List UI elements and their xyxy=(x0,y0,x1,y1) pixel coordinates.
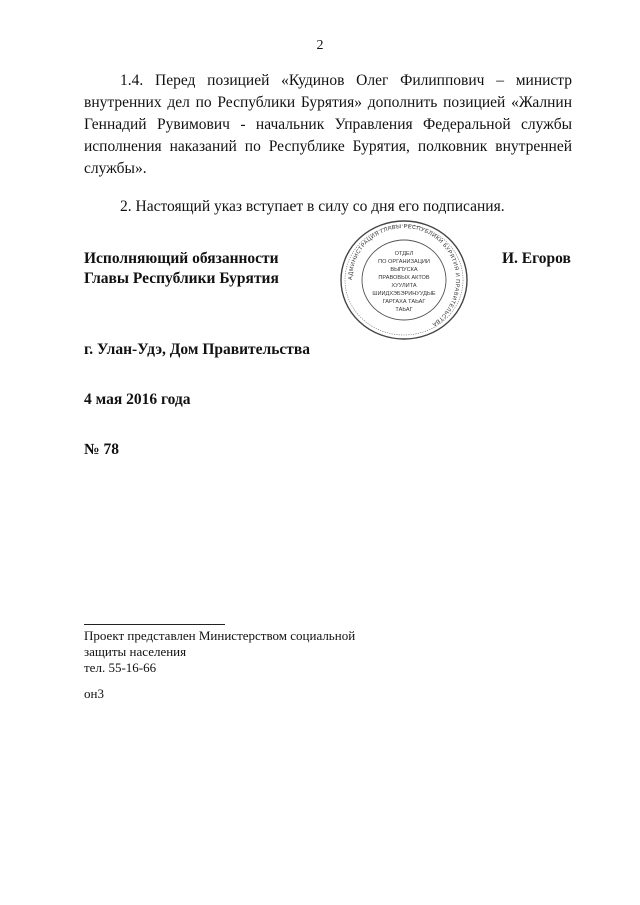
stamp-line: ТАЬАГ xyxy=(395,307,413,313)
signatory-position-line1: Исполняющий обязанности xyxy=(84,250,279,267)
stamp-line: ГАРГАХА ТАЬАГ xyxy=(382,299,426,305)
footnote-line1: Проект представлен Министерством социальной xyxy=(84,628,356,643)
stamp-line: ХУУЛИТА xyxy=(391,283,417,289)
document-number: № 78 xyxy=(84,441,119,458)
document-date: 4 мая 2016 года xyxy=(84,391,191,408)
signatory-position-line2: Главы Республики Бурятия xyxy=(84,270,279,287)
stamp-line: ШИИДХЭБЭРИНУУДЫЕ xyxy=(372,291,436,297)
page-number: 2 xyxy=(316,38,324,53)
footnote-code: он3 xyxy=(84,686,104,701)
stamp-line: ПРАВОВЫХ АКТОВ xyxy=(378,275,430,281)
place-of-signing: г. Улан-Удэ, Дом Правительства xyxy=(84,341,311,358)
paragraph-item-2: 2. Настоящий указ вступает в силу со дня его подписания. xyxy=(120,198,505,215)
official-stamp-seal xyxy=(338,218,470,342)
footnote-line2: защиты населения xyxy=(84,644,187,659)
footnote-phone: тел. 55-16-66 xyxy=(84,660,157,675)
stamp-line: ОТДЕЛ xyxy=(394,251,414,257)
stamp-line: ПО ОРГАНИЗАЦИИ xyxy=(378,259,430,265)
signatory-name: И. Егоров xyxy=(502,250,571,267)
stamp-outer-text: АДМИНИСТРАЦИЯ ГЛАВЫ РЕСПУБЛИКИ БУРЯТИЯ И ПРАВИТЕЛЬСТВА xyxy=(347,223,461,328)
paragraph-item-1-4: 1.4. Перед позицией «Кудинов Олег Филиппович – министр внутренних дел по Республики Бурятия» дополнить позицией «Жалнин Геннадий Рувимович - начальник Управления Федеральной службы исполнения наказаний по Республике Бурятия, полковник внутренней службы». xyxy=(84,72,572,177)
footnote-divider xyxy=(84,624,225,625)
stamp-line: ВЫПУСКА xyxy=(390,267,418,273)
